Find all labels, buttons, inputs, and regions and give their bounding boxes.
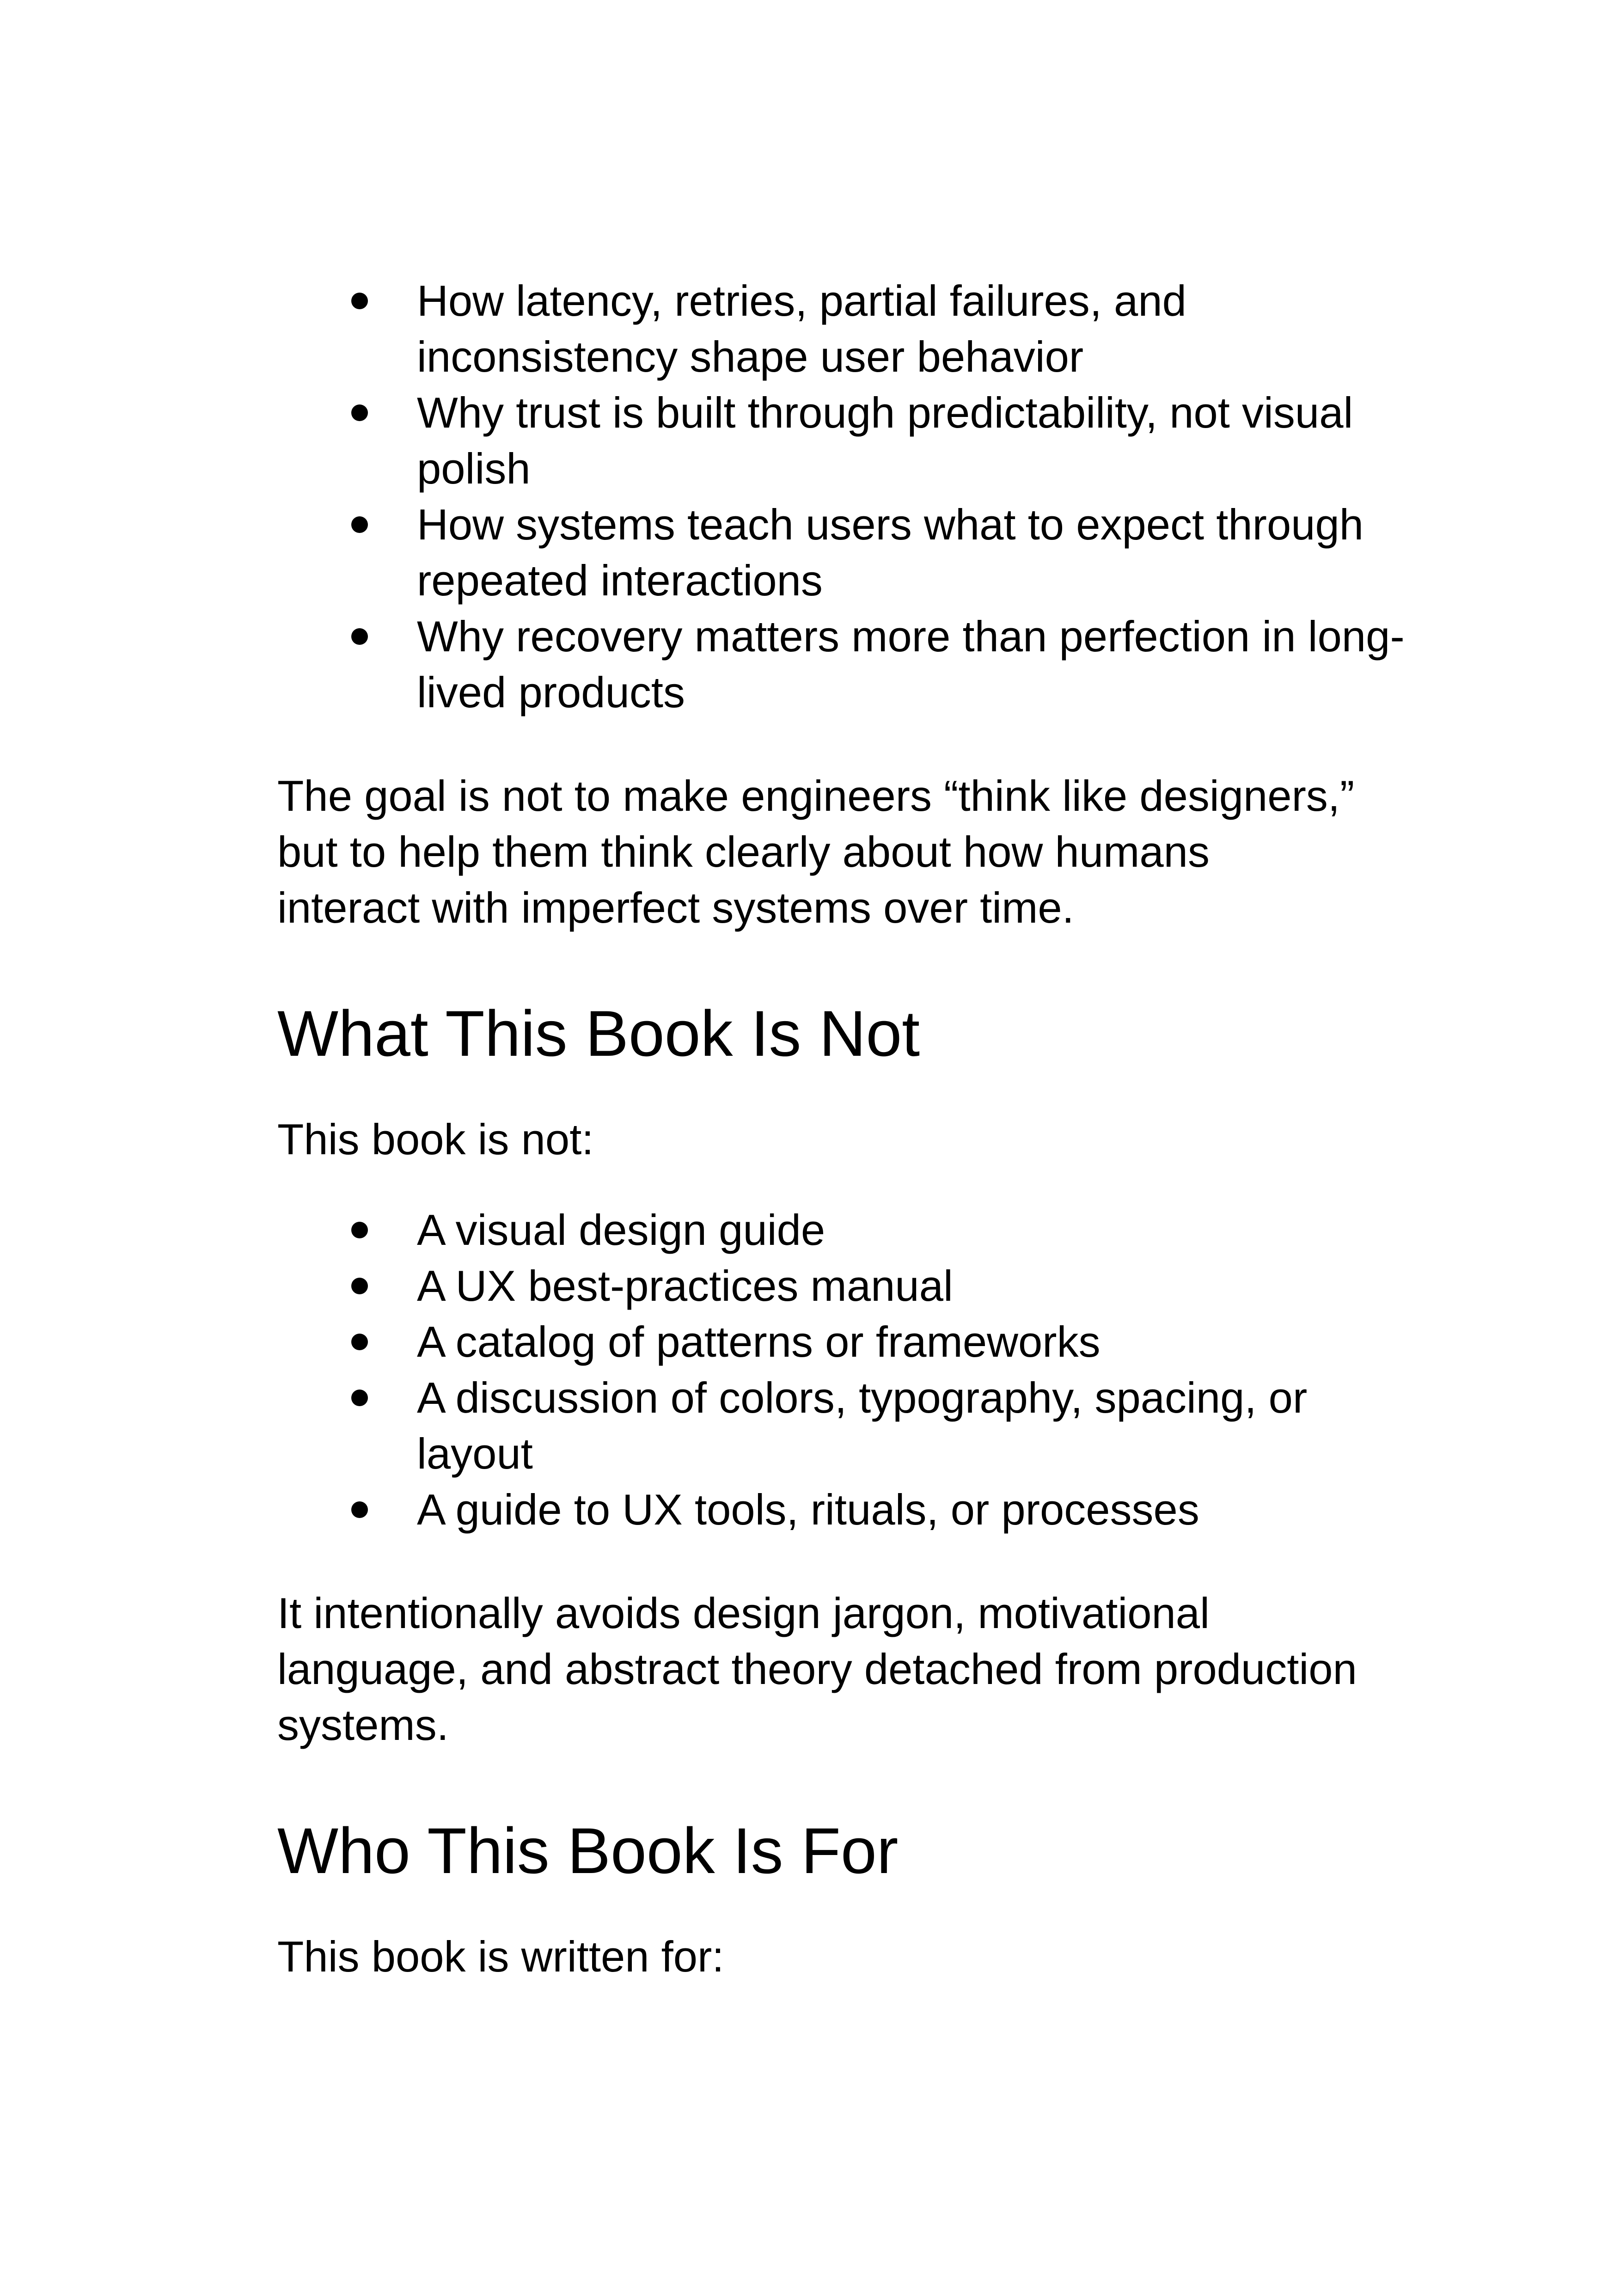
bullet-dot-icon — [351, 404, 368, 421]
bullet-text: A UX best-practices manual — [417, 1261, 953, 1310]
list-item — [277, 1314, 1388, 1370]
list-item — [277, 1258, 1388, 1314]
list-item — [277, 608, 1406, 720]
bullet-text: A visual design guide — [417, 1206, 825, 1254]
bullet-text: A catalog of patterns or frameworks — [417, 1317, 1100, 1366]
list-item — [277, 273, 1406, 385]
section-not-closing: It intentionally avoids design jargon, motivational language, and abstract theory detached from production systems. — [277, 1589, 1357, 1749]
section-heading-not: What This Book Is Not — [277, 997, 920, 1070]
page-content — [277, 273, 1405, 1984]
bullet-text: How systems teach users what to expect through repeated interactions — [417, 500, 1364, 605]
bullet-dot-icon — [351, 1334, 368, 1350]
intro-bullet-list — [277, 273, 1405, 720]
bullet-dot-icon — [351, 516, 368, 533]
section-heading-for: Who This Book Is For — [277, 1814, 899, 1887]
goal-paragraph: The goal is not to make engineers “think like designers,” but to help them think clearly about how humans interact with imperfect systems over time. — [277, 771, 1355, 932]
bullet-dot-icon — [351, 1390, 368, 1406]
bullet-dot-icon — [351, 1222, 368, 1238]
list-item — [277, 496, 1406, 608]
list-item — [277, 1482, 1388, 1537]
bullet-dot-icon — [351, 1501, 368, 1518]
list-item — [277, 1370, 1388, 1482]
bullet-text: Why recovery matters more than perfection in long-lived products — [417, 612, 1405, 716]
list-item — [277, 1202, 1388, 1258]
not-bullet-list — [277, 1202, 1387, 1537]
bullet-dot-icon — [351, 628, 368, 645]
bullet-text: How latency, retries, partial failures, and inconsistency shape user behavior — [417, 276, 1186, 381]
bullet-dot-icon — [351, 293, 368, 309]
bullet-text: Why trust is built through predictability, not visual polish — [417, 388, 1353, 493]
bullet-dot-icon — [351, 1278, 368, 1294]
bullet-text: A guide to UX tools, rituals, or processes — [417, 1485, 1199, 1534]
list-item — [277, 385, 1406, 496]
section-not-intro: This book is not: — [277, 1115, 594, 1163]
bullet-text: A discussion of colors, typography, spacing, or layout — [417, 1373, 1308, 1478]
section-for-intro: This book is written for: — [277, 1932, 724, 1981]
